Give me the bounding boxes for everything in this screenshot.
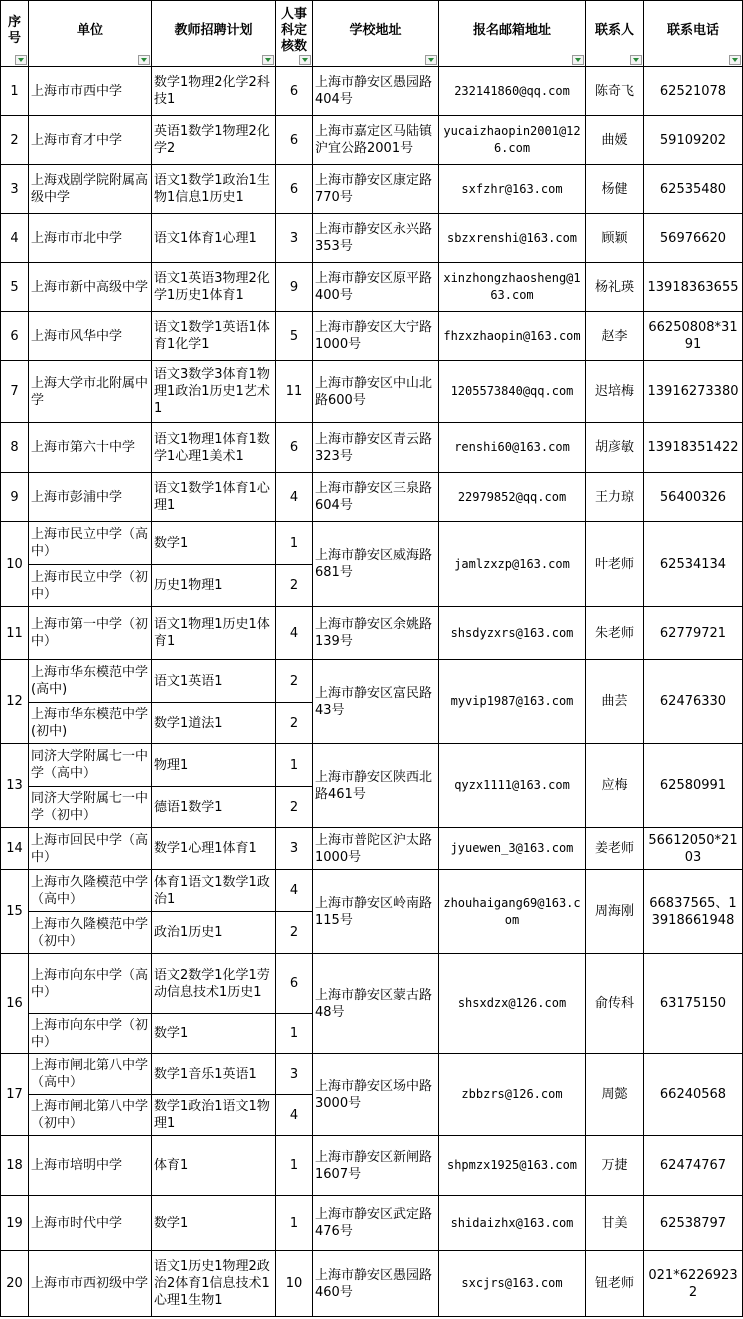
- recruitment-plan: 政治1历史1: [152, 912, 276, 954]
- contact-person: 甘美: [586, 1196, 644, 1251]
- recruitment-plan: 语文1英语1: [152, 660, 276, 703]
- filter-dropdown-icon[interactable]: [262, 55, 274, 65]
- school-address: 上海市静安区场中路3000号: [313, 1054, 439, 1136]
- recruitment-plan: 语文1数学1英语1体育1化学1: [152, 312, 276, 361]
- school-address: 上海市静安区武定路476号: [313, 1196, 439, 1251]
- contact-person: 俞传科: [586, 954, 644, 1054]
- school-address: 上海市静安区大宁路1000号: [313, 312, 439, 361]
- contact-person: 迟培梅: [586, 361, 644, 423]
- recruitment-plan: 数学1物理2化学2科技1: [152, 67, 276, 116]
- contact-person: 万捷: [586, 1136, 644, 1196]
- header-contact: 联系人: [586, 1, 644, 67]
- table-row: [1, 954, 743, 1014]
- email-address: zbbzrs@126.com: [439, 1054, 586, 1136]
- email-address: zhouhaigang69@163.com: [439, 870, 586, 954]
- filter-dropdown-icon[interactable]: [299, 55, 311, 65]
- email-address: qyzx1111@163.com: [439, 744, 586, 828]
- school-address: 上海市静安区蒙古路48号: [313, 954, 439, 1054]
- table-row: [1, 828, 743, 870]
- contact-person: 应梅: [586, 744, 644, 828]
- row-number: 4: [1, 214, 29, 263]
- school-address: 上海市静安区余姚路139号: [313, 607, 439, 660]
- phone-number: 13916273380: [644, 361, 743, 423]
- table-row: [1, 423, 743, 473]
- table-row: [1, 607, 743, 660]
- school-name: 上海市风华中学: [29, 312, 152, 361]
- phone-number: 56400326: [644, 473, 743, 522]
- recruitment-plan: 历史1物理1: [152, 565, 276, 607]
- recruitment-plan: 德语1数学1: [152, 787, 276, 828]
- header-no: 序号: [1, 1, 29, 67]
- school-name: 上海市闸北第八中学（高中）: [29, 1054, 152, 1095]
- recruitment-plan: 语文1物理1体育1数学1心理1美术1: [152, 423, 276, 473]
- row-number: 17: [1, 1054, 29, 1136]
- table-row: [1, 744, 743, 787]
- school-address: 上海市普陀区沪太路1000号: [313, 828, 439, 870]
- school-address: 上海市静安区新闸路1607号: [313, 1136, 439, 1196]
- school-name: 上海市民立中学（初中）: [29, 565, 152, 607]
- school-address: 上海市静安区中山北路600号: [313, 361, 439, 423]
- recruitment-plan: 英语1数学1物理2化学2: [152, 116, 276, 165]
- school-address: 上海市静安区岭南路115号: [313, 870, 439, 954]
- contact-person: 顾颖: [586, 214, 644, 263]
- phone-number: 62580991: [644, 744, 743, 828]
- quota-count: 1: [276, 744, 313, 787]
- quota-count: 5: [276, 312, 313, 361]
- quota-count: 6: [276, 116, 313, 165]
- school-address: 上海市静安区愚园路404号: [313, 67, 439, 116]
- filter-dropdown-icon[interactable]: [425, 55, 437, 65]
- email-address: myvip1987@163.com: [439, 660, 586, 744]
- row-number: 2: [1, 116, 29, 165]
- school-address: 上海市静安区威海路681号: [313, 522, 439, 607]
- table-row: [1, 1054, 743, 1095]
- school-name: 上海戏剧学院附属高级中学: [29, 165, 152, 214]
- table-body: [1, 67, 743, 1317]
- row-number: 20: [1, 1251, 29, 1317]
- phone-number: 021*62269232: [644, 1251, 743, 1317]
- email-address: jyuewen_3@163.com: [439, 828, 586, 870]
- email-address: sbzxrenshi@163.com: [439, 214, 586, 263]
- quota-count: 3: [276, 828, 313, 870]
- phone-number: 56612050*2103: [644, 828, 743, 870]
- recruitment-plan: 语文1数学1体育1心理1: [152, 473, 276, 522]
- filter-dropdown-icon[interactable]: [630, 55, 642, 65]
- quota-count: 4: [276, 870, 313, 912]
- filter-dropdown-icon[interactable]: [15, 55, 27, 65]
- contact-person: 曲媛: [586, 116, 644, 165]
- table-row: [1, 870, 743, 912]
- contact-person: 杨礼瑛: [586, 263, 644, 312]
- quota-count: 10: [276, 1251, 313, 1317]
- quota-count: 6: [276, 165, 313, 214]
- row-number: 18: [1, 1136, 29, 1196]
- row-number: 7: [1, 361, 29, 423]
- phone-number: 13918363655: [644, 263, 743, 312]
- row-number: 19: [1, 1196, 29, 1251]
- contact-person: 周海刚: [586, 870, 644, 954]
- row-number: 14: [1, 828, 29, 870]
- quota-count: 2: [276, 912, 313, 954]
- contact-person: 赵李: [586, 312, 644, 361]
- phone-number: 62534134: [644, 522, 743, 607]
- phone-number: 62474767: [644, 1136, 743, 1196]
- school-name: 上海市闸北第八中学（初中）: [29, 1095, 152, 1136]
- table-row: [1, 165, 743, 214]
- recruitment-plan: 数学1: [152, 1196, 276, 1251]
- contact-person: 杨健: [586, 165, 644, 214]
- email-address: renshi60@163.com: [439, 423, 586, 473]
- quota-count: 6: [276, 67, 313, 116]
- phone-number: 66250808*3191: [644, 312, 743, 361]
- phone-number: 62538797: [644, 1196, 743, 1251]
- contact-person: 钮老师: [586, 1251, 644, 1317]
- phone-number: 59109202: [644, 116, 743, 165]
- school-address: 上海市嘉定区马陆镇沪宜公路2001号: [313, 116, 439, 165]
- table-row: [1, 214, 743, 263]
- table-row: [1, 660, 743, 703]
- row-number: 13: [1, 744, 29, 828]
- school-address: 上海市静安区原平路400号: [313, 263, 439, 312]
- quota-count: 1: [276, 522, 313, 565]
- row-number: 12: [1, 660, 29, 744]
- quota-count: 6: [276, 954, 313, 1014]
- table-row: [1, 1196, 743, 1251]
- table-row: [1, 1251, 743, 1317]
- header-phone: 联系电话: [644, 1, 743, 67]
- recruitment-plan: 语文2数学1化学1劳动信息技术1历史1: [152, 954, 276, 1014]
- email-address: 232141860@qq.com: [439, 67, 586, 116]
- quota-count: 6: [276, 423, 313, 473]
- school-name: 上海市第一中学（初中）: [29, 607, 152, 660]
- contact-person: 姜老师: [586, 828, 644, 870]
- contact-person: 曲芸: [586, 660, 644, 744]
- school-name: 上海市民立中学（高中）: [29, 522, 152, 565]
- row-number: 10: [1, 522, 29, 607]
- phone-number: 13918351422: [644, 423, 743, 473]
- phone-number: 63175150: [644, 954, 743, 1054]
- phone-number: 62521078: [644, 67, 743, 116]
- quota-count: 2: [276, 565, 313, 607]
- email-address: fhzxzhaopin@163.com: [439, 312, 586, 361]
- school-name: 同济大学附属七一中学（初中）: [29, 787, 152, 828]
- header-plan: 教师招聘计划: [152, 1, 276, 67]
- school-name: 上海市培明中学: [29, 1136, 152, 1196]
- quota-count: 1: [276, 1136, 313, 1196]
- filter-dropdown-icon[interactable]: [729, 55, 741, 65]
- row-number: 1: [1, 67, 29, 116]
- email-address: shidaizhx@163.com: [439, 1196, 586, 1251]
- recruitment-plan: 语文1数学1政治1生物1信息1历史1: [152, 165, 276, 214]
- quota-count: 11: [276, 361, 313, 423]
- school-name: 上海大学市北附属中学: [29, 361, 152, 423]
- recruitment-plan: 数学1: [152, 1014, 276, 1054]
- recruitment-plan: 体育1语文1数学1政治1: [152, 870, 276, 912]
- phone-number: 62535480: [644, 165, 743, 214]
- school-name: 上海市向东中学（高中）: [29, 954, 152, 1014]
- recruitment-plan: 语文3数学3体育1物理1政治1历史1艺术1: [152, 361, 276, 423]
- quota-count: 2: [276, 703, 313, 744]
- row-number: 11: [1, 607, 29, 660]
- header-quota: 人事科定核数: [276, 1, 313, 67]
- school-name: 上海市华东模范中学(高中): [29, 660, 152, 703]
- row-number: 9: [1, 473, 29, 522]
- contact-person: 胡彦敏: [586, 423, 644, 473]
- school-address: 上海市静安区愚园路460号: [313, 1251, 439, 1317]
- school-name: 同济大学附属七一中学（高中）: [29, 744, 152, 787]
- quota-count: 4: [276, 607, 313, 660]
- filter-dropdown-icon[interactable]: [572, 55, 584, 65]
- school-name: 上海市华东模范中学(初中): [29, 703, 152, 744]
- header-email: 报名邮箱地址: [439, 1, 586, 67]
- recruitment-plan: 数学1: [152, 522, 276, 565]
- header-address: 学校地址: [313, 1, 439, 67]
- school-name: 上海市新中高级中学: [29, 263, 152, 312]
- recruitment-plan: 体育1: [152, 1136, 276, 1196]
- row-number: 15: [1, 870, 29, 954]
- quota-count: 9: [276, 263, 313, 312]
- school-name: 上海市回民中学（高中）: [29, 828, 152, 870]
- contact-person: 陈奇飞: [586, 67, 644, 116]
- table-row: [1, 361, 743, 423]
- row-number: 5: [1, 263, 29, 312]
- recruitment-plan: 语文1历史1物理2政治2体育1信息技术1心理1生物1: [152, 1251, 276, 1317]
- school-name: 上海市市西初级中学: [29, 1251, 152, 1317]
- email-address: shsdyzxrs@163.com: [439, 607, 586, 660]
- email-address: jamlzxzp@163.com: [439, 522, 586, 607]
- recruitment-plan: 物理1: [152, 744, 276, 787]
- phone-number: 62779721: [644, 607, 743, 660]
- email-address: sxcjrs@163.com: [439, 1251, 586, 1317]
- recruitment-plan: 语文1体育1心理1: [152, 214, 276, 263]
- school-name: 上海市市西中学: [29, 67, 152, 116]
- email-address: shpmzx1925@163.com: [439, 1136, 586, 1196]
- contact-person: 叶老师: [586, 522, 644, 607]
- school-address: 上海市静安区康定路770号: [313, 165, 439, 214]
- school-address: 上海市静安区富民路43号: [313, 660, 439, 744]
- header-unit: 单位: [29, 1, 152, 67]
- phone-number: 62476330: [644, 660, 743, 744]
- table-row: [1, 116, 743, 165]
- email-address: 1205573840@qq.com: [439, 361, 586, 423]
- recruitment-plan: 数学1政治1语文1物理1: [152, 1095, 276, 1136]
- contact-person: 周懿: [586, 1054, 644, 1136]
- school-name: 上海市向东中学（初中）: [29, 1014, 152, 1054]
- row-number: 16: [1, 954, 29, 1054]
- quota-count: 3: [276, 214, 313, 263]
- contact-person: 王力琼: [586, 473, 644, 522]
- filter-dropdown-icon[interactable]: [138, 55, 150, 65]
- school-address: 上海市静安区青云路323号: [313, 423, 439, 473]
- school-address: 上海市静安区永兴路353号: [313, 214, 439, 263]
- email-address: xinzhongzhaosheng@163.com: [439, 263, 586, 312]
- school-name: 上海市时代中学: [29, 1196, 152, 1251]
- table-row: [1, 473, 743, 522]
- table-row: [1, 522, 743, 565]
- row-number: 8: [1, 423, 29, 473]
- table-row: [1, 67, 743, 116]
- school-name: 上海市市北中学: [29, 214, 152, 263]
- school-address: 上海市静安区三泉路604号: [313, 473, 439, 522]
- table-row: [1, 312, 743, 361]
- quota-count: 4: [276, 1095, 313, 1136]
- recruitment-plan: 数学1音乐1英语1: [152, 1054, 276, 1095]
- phone-number: 66837565、13918661948: [644, 870, 743, 954]
- recruitment-plan: 数学1道法1: [152, 703, 276, 744]
- school-name: 上海市第六十中学: [29, 423, 152, 473]
- phone-number: 56976620: [644, 214, 743, 263]
- table-row: [1, 1136, 743, 1196]
- school-name: 上海市久隆模范中学（初中）: [29, 912, 152, 954]
- email-address: shsxdzx@126.com: [439, 954, 586, 1054]
- school-address: 上海市静安区陕西北路461号: [313, 744, 439, 828]
- phone-number: 66240568: [644, 1054, 743, 1136]
- email-address: yucaizhaopin2001@126.com: [439, 116, 586, 165]
- quota-count: 3: [276, 1054, 313, 1095]
- recruitment-plan: 数学1心理1体育1: [152, 828, 276, 870]
- quota-count: 2: [276, 787, 313, 828]
- row-number: 6: [1, 312, 29, 361]
- row-number: 3: [1, 165, 29, 214]
- quota-count: 1: [276, 1014, 313, 1054]
- school-name: 上海市久隆模范中学（高中）: [29, 870, 152, 912]
- recruitment-plan: 语文1英语3物理2化学1历史1体育1: [152, 263, 276, 312]
- recruitment-plan: 语文1物理1历史1体育1: [152, 607, 276, 660]
- email-address: sxfzhr@163.com: [439, 165, 586, 214]
- contact-person: 朱老师: [586, 607, 644, 660]
- quota-count: 1: [276, 1196, 313, 1251]
- quota-count: 4: [276, 473, 313, 522]
- school-name: 上海市育才中学: [29, 116, 152, 165]
- quota-count: 2: [276, 660, 313, 703]
- email-address: 22979852@qq.com: [439, 473, 586, 522]
- table-row: [1, 263, 743, 312]
- school-name: 上海市彭浦中学: [29, 473, 152, 522]
